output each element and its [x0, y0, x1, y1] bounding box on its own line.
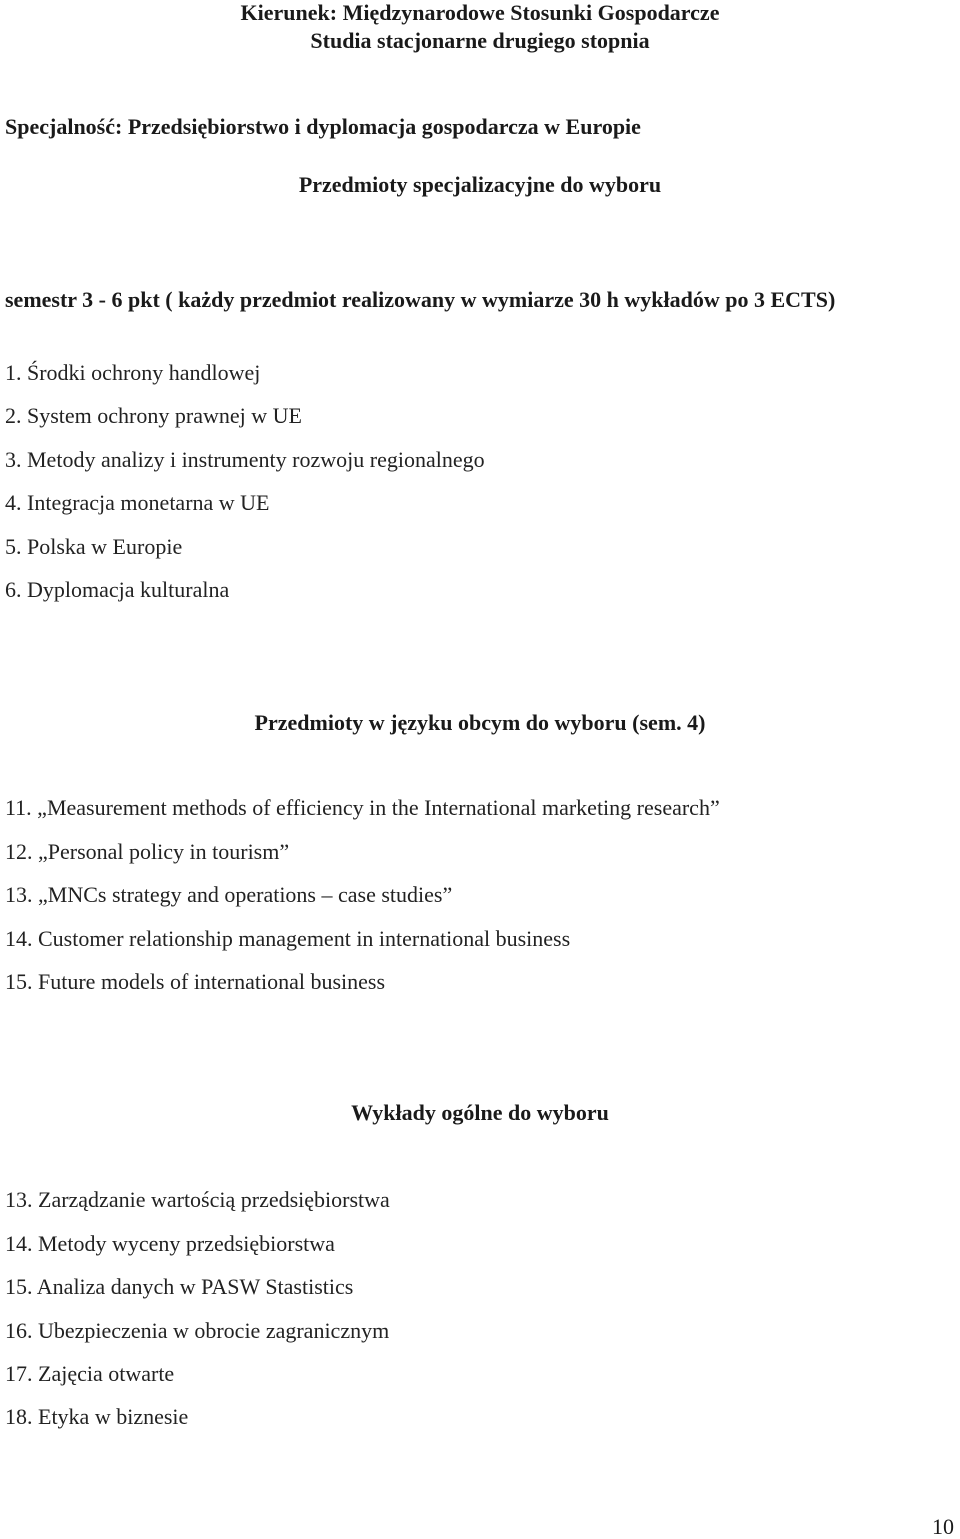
list-item: 15. Analiza danych w PASW Stastistics: [5, 1274, 354, 1299]
list-item: 13. Zarządzanie wartością przedsiębiorstwa: [5, 1187, 390, 1212]
list-item: 4. Integracja monetarna w UE: [5, 490, 270, 515]
list-item: 14. Customer relationship management in international business: [5, 926, 571, 951]
list-item: 6. Dyplomacja kulturalna: [5, 577, 230, 602]
study-mode-heading: Studia stacjonarne drugiego stopnia: [310, 28, 650, 53]
list-item: 3. Metody analizy i instrumenty rozwoju regionalnego: [5, 447, 485, 472]
list-item: 14. Metody wyceny przedsiębiorstwa: [5, 1231, 335, 1256]
section-title-foreign-language: Przedmioty w języku obcym do wyboru (sem. 4): [254, 710, 706, 735]
list-item: 1. Środki ochrony handlowej: [5, 360, 261, 385]
specialization-heading: Specjalność: Przedsiębiorstwo i dyplomacja gospodarcza w Europie: [5, 114, 641, 139]
list-item: 13. „MNCs strategy and operations – case studies”: [5, 882, 453, 907]
list-item: 17. Zajęcia otwarte: [5, 1361, 175, 1386]
field-of-study-heading: Kierunek: Międzynarodowe Stosunki Gospodarcze: [240, 0, 720, 25]
list-item: 5. Polska w Europie: [5, 534, 183, 559]
section-title-general-lectures: Wykłady ogólne do wyboru: [351, 1100, 609, 1125]
list-item: 16. Ubezpieczenia w obrocie zagranicznym: [5, 1318, 390, 1343]
semester-info: semestr 3 - 6 pkt ( każdy przedmiot realizowany w wymiarze 30 h wykładów po 3 ECTS): [5, 287, 836, 312]
list-item: 18. Etyka w biznesie: [5, 1404, 189, 1429]
page-number: 10: [932, 1514, 954, 1539]
list-item: 11. „Measurement methods of efficiency in the International marketing research”: [5, 795, 720, 820]
list-item: 15. Future models of international business: [5, 969, 386, 994]
list-item: 12. „Personal policy in tourism”: [5, 839, 290, 864]
section-title-specialization: Przedmioty specjalizacyjne do wyboru: [298, 172, 662, 197]
list-item: 2. System ochrony prawnej w UE: [5, 403, 302, 428]
